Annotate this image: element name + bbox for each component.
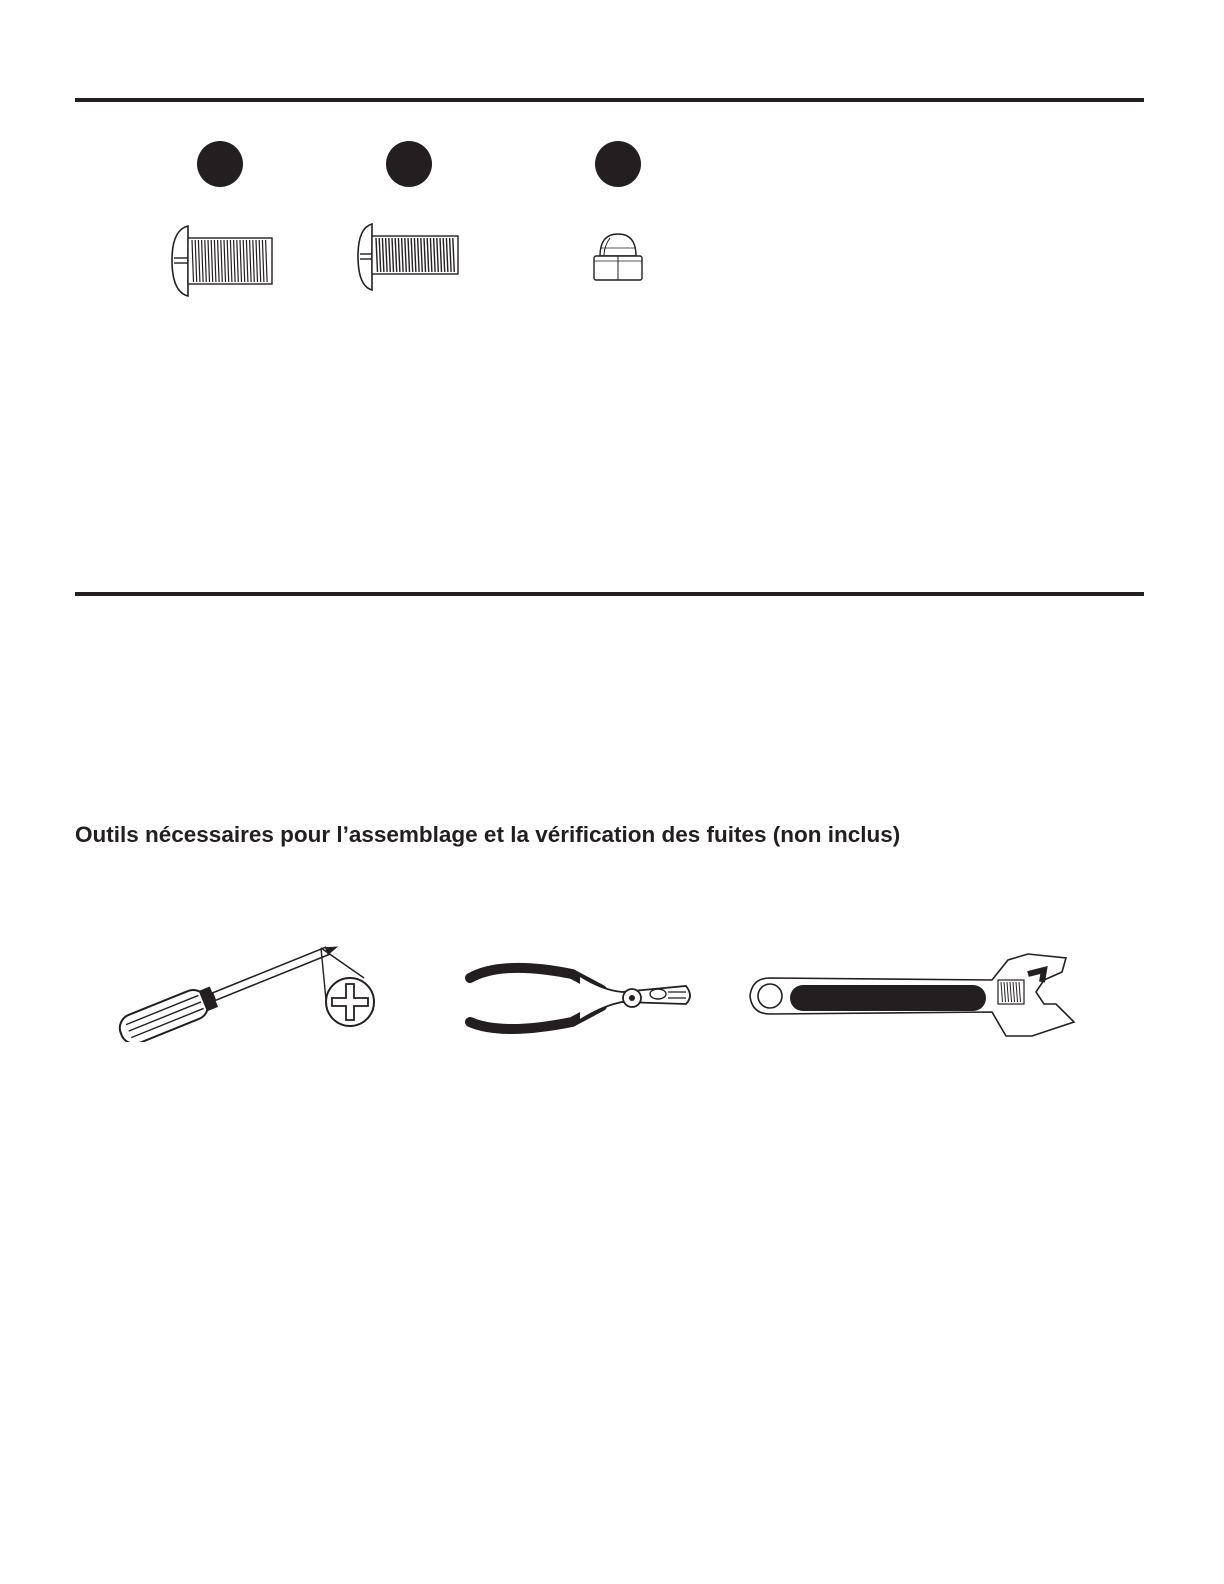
screw-short-icon: [354, 222, 466, 294]
adjustable-wrench-icon: [744, 952, 1080, 1038]
top-divider: [75, 98, 1144, 102]
screw-long-icon: [168, 222, 280, 302]
cap-nut-icon: [590, 228, 646, 284]
part-marker-2: [386, 141, 432, 187]
phillips-screwdriver-icon: [108, 938, 384, 1042]
part-marker-3: [595, 141, 641, 187]
tools-heading: Outils nécessaires pour l’assemblage et la vérification des fuites (non inclus): [75, 822, 901, 847]
part-marker-1: [197, 141, 243, 187]
pliers-icon: [462, 956, 698, 1040]
mid-divider: [75, 592, 1144, 596]
